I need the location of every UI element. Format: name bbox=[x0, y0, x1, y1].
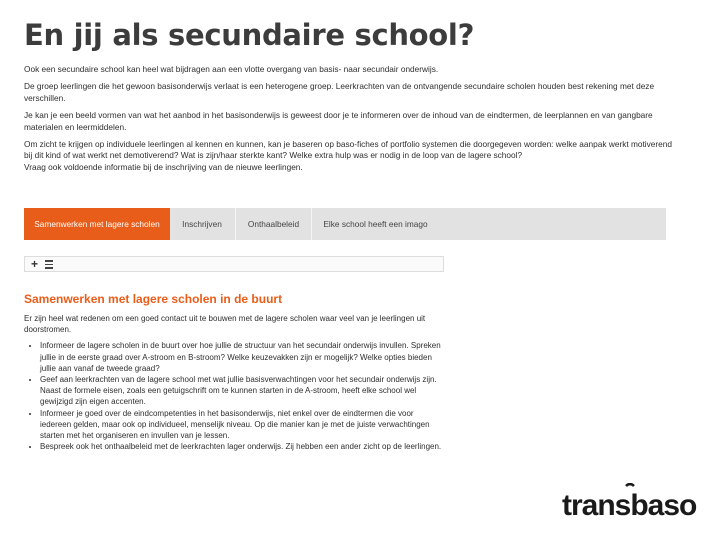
section-lead: Er zijn heel wat redenen om een goed contact uit te bouwen met de lagere scholen waar veel van je leerlingen uit doorstromen. bbox=[24, 314, 426, 335]
logo-accent-icon bbox=[626, 484, 634, 486]
section-title: Samenwerken met lagere scholen in de buurt bbox=[24, 292, 283, 306]
transbaso-logo bbox=[560, 483, 710, 523]
toc-bar[interactable] bbox=[24, 256, 444, 272]
tab-onthaalbeleid[interactable]: Onthaalbeleid bbox=[235, 208, 311, 240]
intro-paragraph: Je kan je een beeld vormen van wat het aanbod in het basisonderwijs is geweest door je te informeren over de inhoud van de eindtermen, de leerplannen en van gangbare materialen en leermiddelen. bbox=[24, 110, 653, 132]
intro-paragraph: Ook een secundaire school kan heel wat bijdragen aan een vlotte overgang van basis- naar secundair onderwijs. bbox=[24, 64, 439, 74]
intro-text bbox=[24, 64, 674, 179]
bullet-list bbox=[24, 340, 444, 452]
list-icon[interactable] bbox=[45, 260, 53, 271]
list-item: • Informeer je goed over de eindcompetenties in het basisonderwijs, niet enkel over de eindtermen die voor iedereen gelden, maar ook op individueel, menselijk niveau. Op die manier kan je met de juiste verwachtingen starten met het organiseren en invullen van je lessen. bbox=[40, 408, 444, 442]
tab-imago[interactable]: Elke school heeft een imago bbox=[311, 208, 439, 240]
section-body bbox=[24, 313, 444, 452]
tab-inschrijven[interactable]: Inschrijven bbox=[170, 208, 234, 240]
intro-paragraph: De groep leerlingen die het gewoon basisonderwijs verlaat is een heterogene groep. Leerkrachten van de ontvangende secundaire scholen houden best rekening met deze verschillen. bbox=[24, 81, 655, 103]
intro-paragraph: Vraag ook voldoende informatie bij de inschrijving van de nieuwe leerlingen. bbox=[24, 161, 303, 172]
tab-samenwerken[interactable]: Samenwerken met lagere scholen bbox=[24, 208, 170, 240]
page-title: En jij als secundaire school? bbox=[24, 18, 475, 52]
list-item: • Geef aan leerkrachten van de lagere school met wat jullie basisverwachtingen voor het secundair onderwijs zijn. Naast de formele eisen, zoals een getuigschrift om te kunnen starten in de A-stroom, heeft elke school wel gewijzigd zijn eigen accenten. bbox=[40, 374, 444, 408]
intro-paragraph: Om zicht te krijgen op individuele leerlingen al kennen en kunnen, kan je baseren op baso-fiches of portfolio systemen die doorgegeven worden: welke aanpak werkt motiverend bij dit kind of wat werkt net demotiverend? Wat is zijn/haar sterkte kant? Welke extra hulp was er nodig in de loop van de lagere school? bbox=[24, 139, 673, 161]
list-item: • Bespreek ook het onthaalbeleid met de leerkrachten lager onderwijs. Zij hebben een ander zicht op de leerlingen. bbox=[40, 441, 444, 452]
tab-bar bbox=[24, 208, 666, 240]
plus-icon[interactable]: + bbox=[31, 257, 39, 271]
list-item: • Informeer de lagere scholen in de buurt over hoe jullie de structuur van het secundair onderwijs invullen. Spreken jullie in de eerste graad over A-stroom en B-stroom? Welke keuzevakken zijn er mogelijk? Welke opties bieden jullie aan vanaf de tweede graad? bbox=[40, 340, 444, 374]
logo-text: transbaso bbox=[562, 489, 697, 522]
